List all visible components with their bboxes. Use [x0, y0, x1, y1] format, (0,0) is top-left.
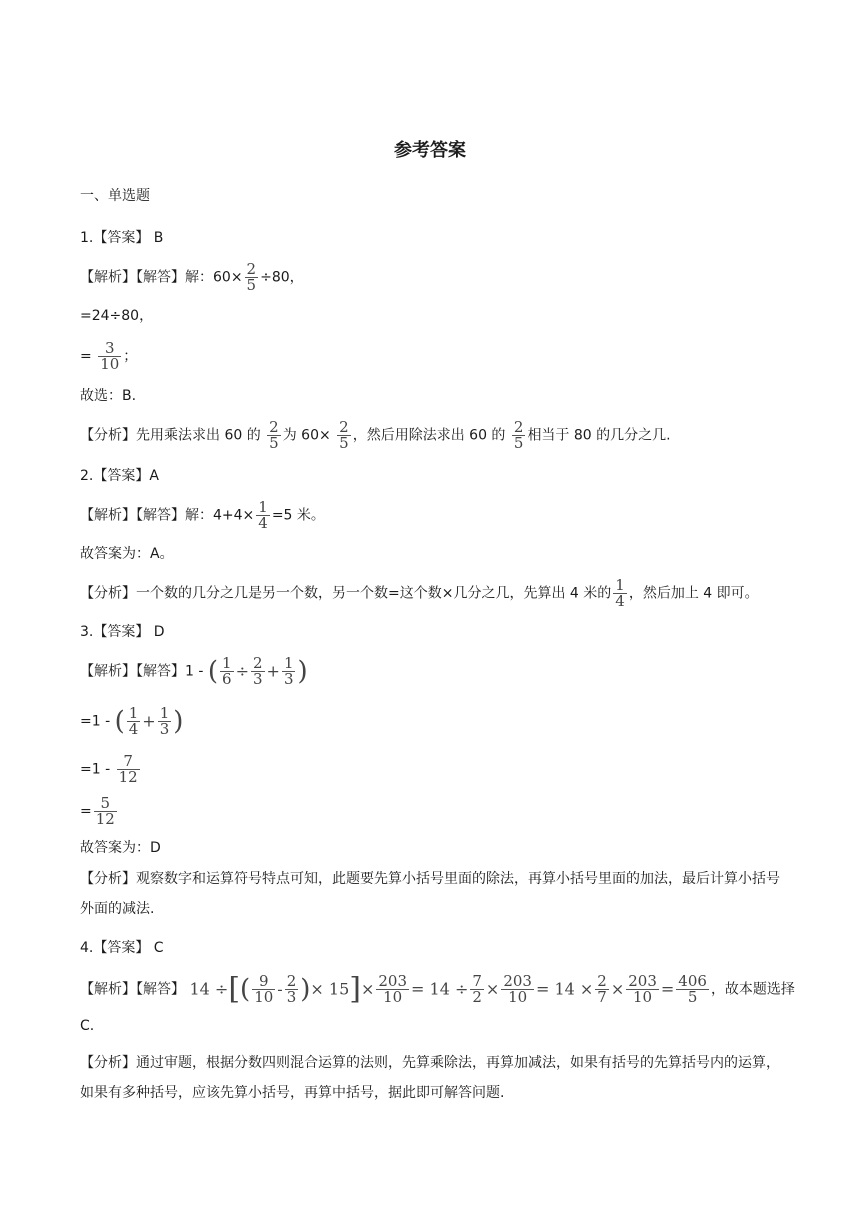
q3-analysis: 【分析】观察数字和运算符号特点可知，此题要先算小括号里面的除法，再算小括号里面的加法，最后计算小括号外面的减法. [80, 871, 780, 917]
q3-step3: =1 - $\frac{7}{12}$ [80, 752, 138, 786]
q1-analysis: 【分析】先用乘法求出 60 的 $\frac{2}{5}$ 为 60× $\frac{2}{5}$ ，然后用除法求出 60 的 $\frac{2}{5}$ 相当于 80 的几分之几. [80, 418, 671, 452]
q2-solution: 【解析】【解答】解：4+4× $\frac{1}{4}$ =5 米。 [80, 498, 325, 532]
q3-answer: 3.【答案】 D [80, 624, 165, 640]
q3-step2: =1 - ( $\frac{1}{4}$ + $\frac{1}{3}$ ) [80, 704, 184, 738]
q4-solution: 【解析】【解答】 14 ÷[( $\frac{9}{10}$ - $\frac{2}{3}$ )× 15]× $\frac{203}{10}$ = 14 ÷ $\frac{7}{2}$ × $\frac{203}{10}$ = 14 × $\frac{2}{7}$ × $\frac{203}{10}$ = $\frac{406}{5}$ ，故本题选择 [80, 971, 795, 1007]
q1-answer: 1.【答案】 B [80, 230, 164, 246]
page-title: 参考答案 [394, 140, 466, 161]
q1-choice: 故选：B. [80, 388, 137, 404]
fraction: $\frac{3}{10}$ [100, 339, 120, 373]
q2-analysis: 【分析】一个数的几分之几是另一个数，另一个数=这个数×几分之几，先算出 4 米的 $\frac{1}{4}$ ，然后加上 4 即可。 [80, 576, 759, 610]
q3-choice: 故答案为：D [80, 840, 161, 856]
q1-solution: 【解析】【解答】解：60× $\frac{2}{5}$ ÷80， [80, 260, 304, 294]
q1-step3: = $\frac{3}{10}$ ； [80, 339, 138, 373]
q4-answer: 4.【答案】 C [80, 940, 164, 956]
q3-solution: 【解析】【解答】1 - ( $\frac{1}{6}$ ÷ $\frac{2}{3}$ + $\frac{1}{3}$ ) [80, 654, 308, 688]
q1-step2: =24÷80， [80, 308, 154, 324]
q4-solution-cont: C. [80, 1018, 95, 1034]
q2-answer: 2.【答案】A [80, 468, 159, 484]
q3-step4: = $\frac{5}{12}$ [80, 794, 115, 828]
q2-choice: 故答案为：A。 [80, 546, 174, 562]
fraction: $\frac{2}{5}$ [246, 260, 257, 294]
q4-analysis: 【分析】通过审题，根据分数四则混合运算的法则，先算乘除法，再算加减法，如果有括号的先算括号内的运算，如果有多种括号，应该先算小括号，再算中括号，据此即可解答问题. [80, 1055, 780, 1101]
section-heading: 一、单选题 [80, 188, 150, 204]
